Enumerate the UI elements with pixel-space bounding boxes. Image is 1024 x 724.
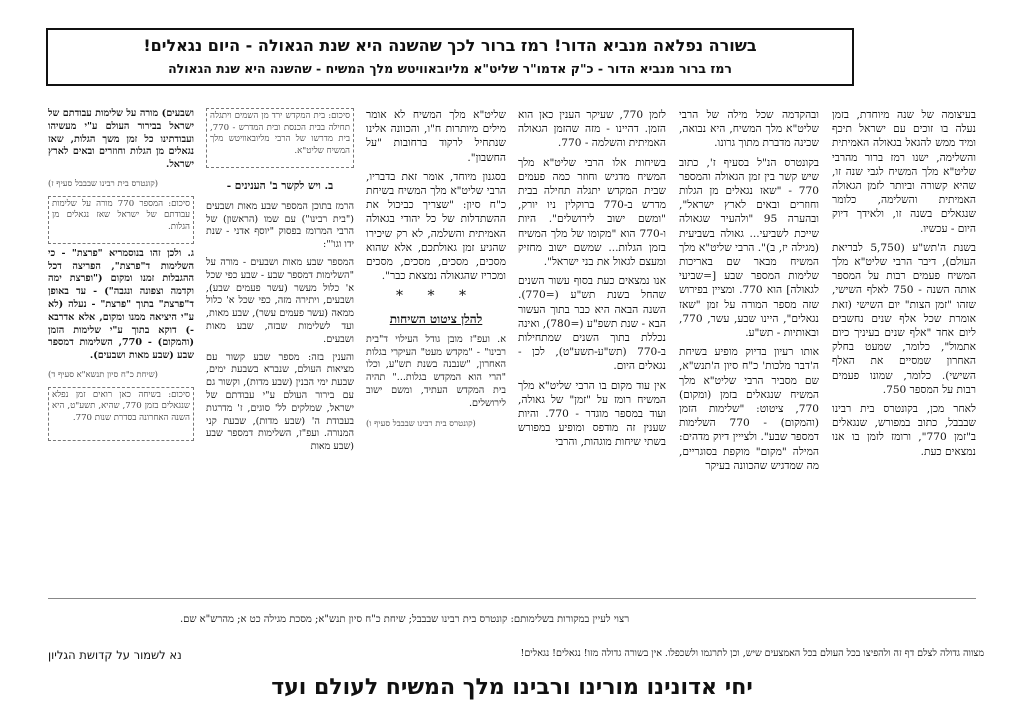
headline-subtitle: רמז ברור מנביא הדור - כ"ק אדמו"ר שליט"א מליובאוויטש מלך המשיח - שהשנה היא שנת הגאולה — [168, 61, 732, 76]
column-1 — [832, 108, 976, 588]
paragraph: בעיצומה של שנה מיוחדת, בזמן נעלה בו זוכים עם ישראל תיכף ומיד ממש להגאל בגאולה האמיתית והשלימה, ישנו רמז ברור מהרבי שליט"א מלך המשיח לגבי שנה זו, שהיא קשורה וביותר לזמן הגאולה האמיתית והשלימה, כלומר שנגאלים בשנה זו, ולאידך דיוק היום - עכשיו. — [832, 109, 976, 235]
summary-box: סיכום: בית המקדש ירד מן השמים ויתגלה תחילה בבית הכנסת ובית המדרש - 770, בית מדרשו של הרבי מליובאוויטש מלך המשיח שליט"א. — [206, 108, 354, 168]
paragraph: אותו רעיון בדיוק מופיע בשיחת ה'דבר מלכות' כ"ח סיון ה'תנש"א, שם מסביר הרבי שליט"א מלך המשיח שנגאלים בזמן (ומקום) 770, ציטוט: "שלימות הזמן (והמקום) - 770 השלימות דמספר שבע". ולצייין דיוק מדהים: המילה "מקום" מוקפת בסוגריים, מה שמדגיש שהכוונה בעיקר — [679, 346, 819, 472]
paragraph: בקונטרס הנ"ל בסעיף ז', כתוב שיש קשר בין זמן הגאולה והמספר 770 - "שאז נגאלים מן הגלות וחוזרים ובאים לארץ ישראל", ובהערה 95 "ולהעיר שגאולה שייכת לשביעי... גאולה בשביעית (מגילה יז, ב)". הרבי שליט"א מלך המשיח מבאר שם באריכות שלימות המספר שבע [=שביעי לגאולה] הוא 770. ומציין בפירוש שזה מספר המורה על זמן "שאז נגאלים", היינו שבע, עשר, 770, ובאותיות - תש"ע. — [679, 156, 819, 340]
citation: (קונטרס בית רבינו שבבבל סעיף ו) — [366, 417, 476, 428]
closing-line: יחי אדונינו מורינו ורבינו מלך המשיח לעולם ועד — [271, 675, 753, 700]
column-3 — [518, 108, 666, 588]
paragraph: והענין בזה: מספר שבע קשור עם מציאות העולם, שנברא בשבעת ימים, שבעת ימי הבנין (שבע מדות), וקשור גם עם בירור העולם ע"י עבודתם של ישראל, שמלקים לל' סוגים, ז' מדרגות בעבודת ה' (שבע מדות), שבעת קני המנורה. ועפ"ז, השלימות דמספר שבע (שבע מאות — [206, 351, 354, 453]
paragraph: לזמן 770, שעיקר הענין כאן הוא הזמן. דהיינו - מזה שהזמן הגאולה האמיתית והשלמה - 770. — [518, 109, 666, 150]
paragraph: אנו נמצאים כעת בסוף עשור השנים שהחל בשנת תש"ע (=770). השנה הבאה היא כבר בתוך העשור הבא - שנת תשפ"ע (=780), ואינה נכללת בתוך השנים שמתחילות ב-770 (תש"ע-תשע"ט), לכן - נגאלים היום. — [518, 275, 666, 373]
paragraph: בסגנון מיוחד, אומר זאת בדבריו, הרבי שליט"א מלך המשיח בשיחת כ"ח סיון: "שצריך כביכול את ההשתדלות של כל יהודי בגאולה האמיתית והשלמה, לא רק שיכירו שהגיע זמן גאולתכם, אלא שהוא מסכים, מסכים, מסכים, מסכים ומכריז שהגאולה נמצאת כבר". — [366, 170, 506, 283]
quote-paragraph: א. ועפ"ז מובן גודל העילוי ד"בית רבינו" - "מקדש מעט" העיקרי בגלות האחרון, "שנבנה בשנת תש"ע, וכלו "הרי הוא המקדש בגלות..." תהיה בית המקדש העתיד, ומשם ישוב לירושלים. — [366, 333, 506, 409]
divider — [48, 598, 976, 599]
headline-box — [46, 28, 854, 86]
distribution-note: מצווה גדולה לצלם דף זה ולהפיצו בכל העולם בכל האמצעים שיש, וכן לתרגמו ולשכפלו. אין בשורה גדולה מזו! נגאלים! נגאלים! — [520, 648, 984, 659]
paragraph: בשיחות אלו הרבי שליט"א מלך המשיח מדגיש וחוזר כמה פעמים שבית המקדש יתגלה תחילה בבית מדרש ב-770 ברוקלין ניו יורק, "ומשם ישוב לירושלים". היות ו-770 הוא "מקומו של מלך המשיח בזמן הגלות... שמשם ישוב מחזיק ומעצם לגאול את בני ישראל". — [518, 156, 666, 269]
paragraph: ושבעים) מורה על שלימות עבודתם של ישראל בבירור העולם ע"י מעשיהו ועבודתינו כל זמן משך הגלות, שאז נגאלים מן הגלות וחוזרים ובאים לארץ ישראל. — [48, 108, 194, 171]
citation: (שיחת כ"ח סיון תנשא"א סעיף ד) — [48, 368, 158, 379]
sanctity-note: נא לשמור על קדושת הגליון — [48, 648, 182, 662]
paragraph: המספר שבע מאות ושבעים - מורה על "השלימות דמספר שבע - שבע כפי שכל א' כלול מעשר (עשר פעמים שבע), ושבעים, ויתירה מזה, כפי שכל א' כלול ממאה (עשר פעמים עשר), שבע מאות, ועד לשלימות שבזה, שבע מאות ושבעים. — [206, 256, 354, 345]
column-6 — [48, 108, 194, 588]
paragraph: בשנת ה'תש"ע (5,750 לבריאת העולם), דיבר הרבי שליט"א מלך המשיח פעמים רבות על המספר אותה השנה - 750 לאלף השישי, שזהו "זמן הצות" יום השישי (זאת אומרת שכל אלף שנים נחשבים ליום אחד "אלף שנים בעיניך כיום אתמול", כלומר, שמעט בחלק האחרון שמסיים את האלף השישי). כלומר, שמונו פעמים רבות על המספר 750. — [832, 241, 976, 396]
summary-box: סיכום: המספר 770 מורה על שלימות עבודתם של ישראל שאז נגאלים מן הגלות. — [48, 196, 194, 244]
summary-box: סיכום: בשיחה כאן רואים זמן נפלא שנגאלים בזמן 770, שהיא, תשע"ט, היא השנה האחרונה בסדרת שנות 770. — [48, 387, 194, 441]
star-divider: * * * — [396, 288, 476, 305]
column-4 — [366, 108, 506, 588]
paragraph: אין עוד מקום בו הרבי שליט"א מלך המשיח רומז על "זמן" של גאולה, ועוד במספר מוגדר - 770. והיות שענין זה מודפס ומופיע במפורש בשתי שיחות מוגהות, והרבי — [518, 379, 666, 449]
paragraph: הרמז בתוכן המספר שבע מאות ושבעים ("בית רבינו") עם שמו (הראשון) של הרבי המרומז בפסוק "יוסף אדני - שנת ידו וגו'": — [206, 200, 354, 251]
paragraph: ובהקדמה שכל מילה של הרבי שליט"א מלך המשיח, היא נבואה, שכינה מדברת מתוך גרונו. — [679, 109, 819, 150]
references-line: רצוי לעיין במקורות בשלימותם: קונטרס בית רבינו שבבבל; שיחת כ"ח סיון תנש"א; מסכת מגילה כט א; מהרש"א שם. — [180, 614, 630, 625]
citation: (קונטרס בית רבינו שבבבל סעיף ז) — [48, 177, 159, 188]
column-2 — [679, 108, 819, 588]
section-heading: להלן ציטוט השיחות — [389, 311, 483, 326]
paragraph: לאחר מכן, בקונטרס בית רבינו שבבבל, כתוב במפורש, שנגאלים ב"זמן 770", ורומז לזמן בו אנו נמצאים כעת. — [832, 403, 976, 458]
section-heading: ב. ויש לקשר ב' הענינים - — [226, 180, 334, 192]
headline-title: בשורה נפלאה מנביא הדור! רמז ברור לכך שהשנה היא שנת הגאולה - היום נגאלים! — [143, 36, 757, 55]
paragraph: שליט"א מלך המשיח לא אומר מילים מיותרות ח"ו, והכוונה אלינו שנתחיל לרקוד ברחובות "על החשבון". — [366, 109, 506, 164]
paragraph: ג. ולכן זהו בנוסמריא "פרצת" - כי השלימות ד"פרצת", הפריצה דכל ההגבלות זמנו ומקום ("ופרצת ימה וקדמה וצפונה ונגבה") - עד באופן ד"פרצת" בתוך "פרצת" - נעלה (לא ע"י היציאה ממנו ומקום, אלא אדרבא -) דוקא בתוך ע"י שלימות הזמן (והמקום) - 770, השלימות דמספר שבע (שבע מאות ושבעים). — [48, 247, 194, 362]
column-5 — [206, 108, 354, 588]
